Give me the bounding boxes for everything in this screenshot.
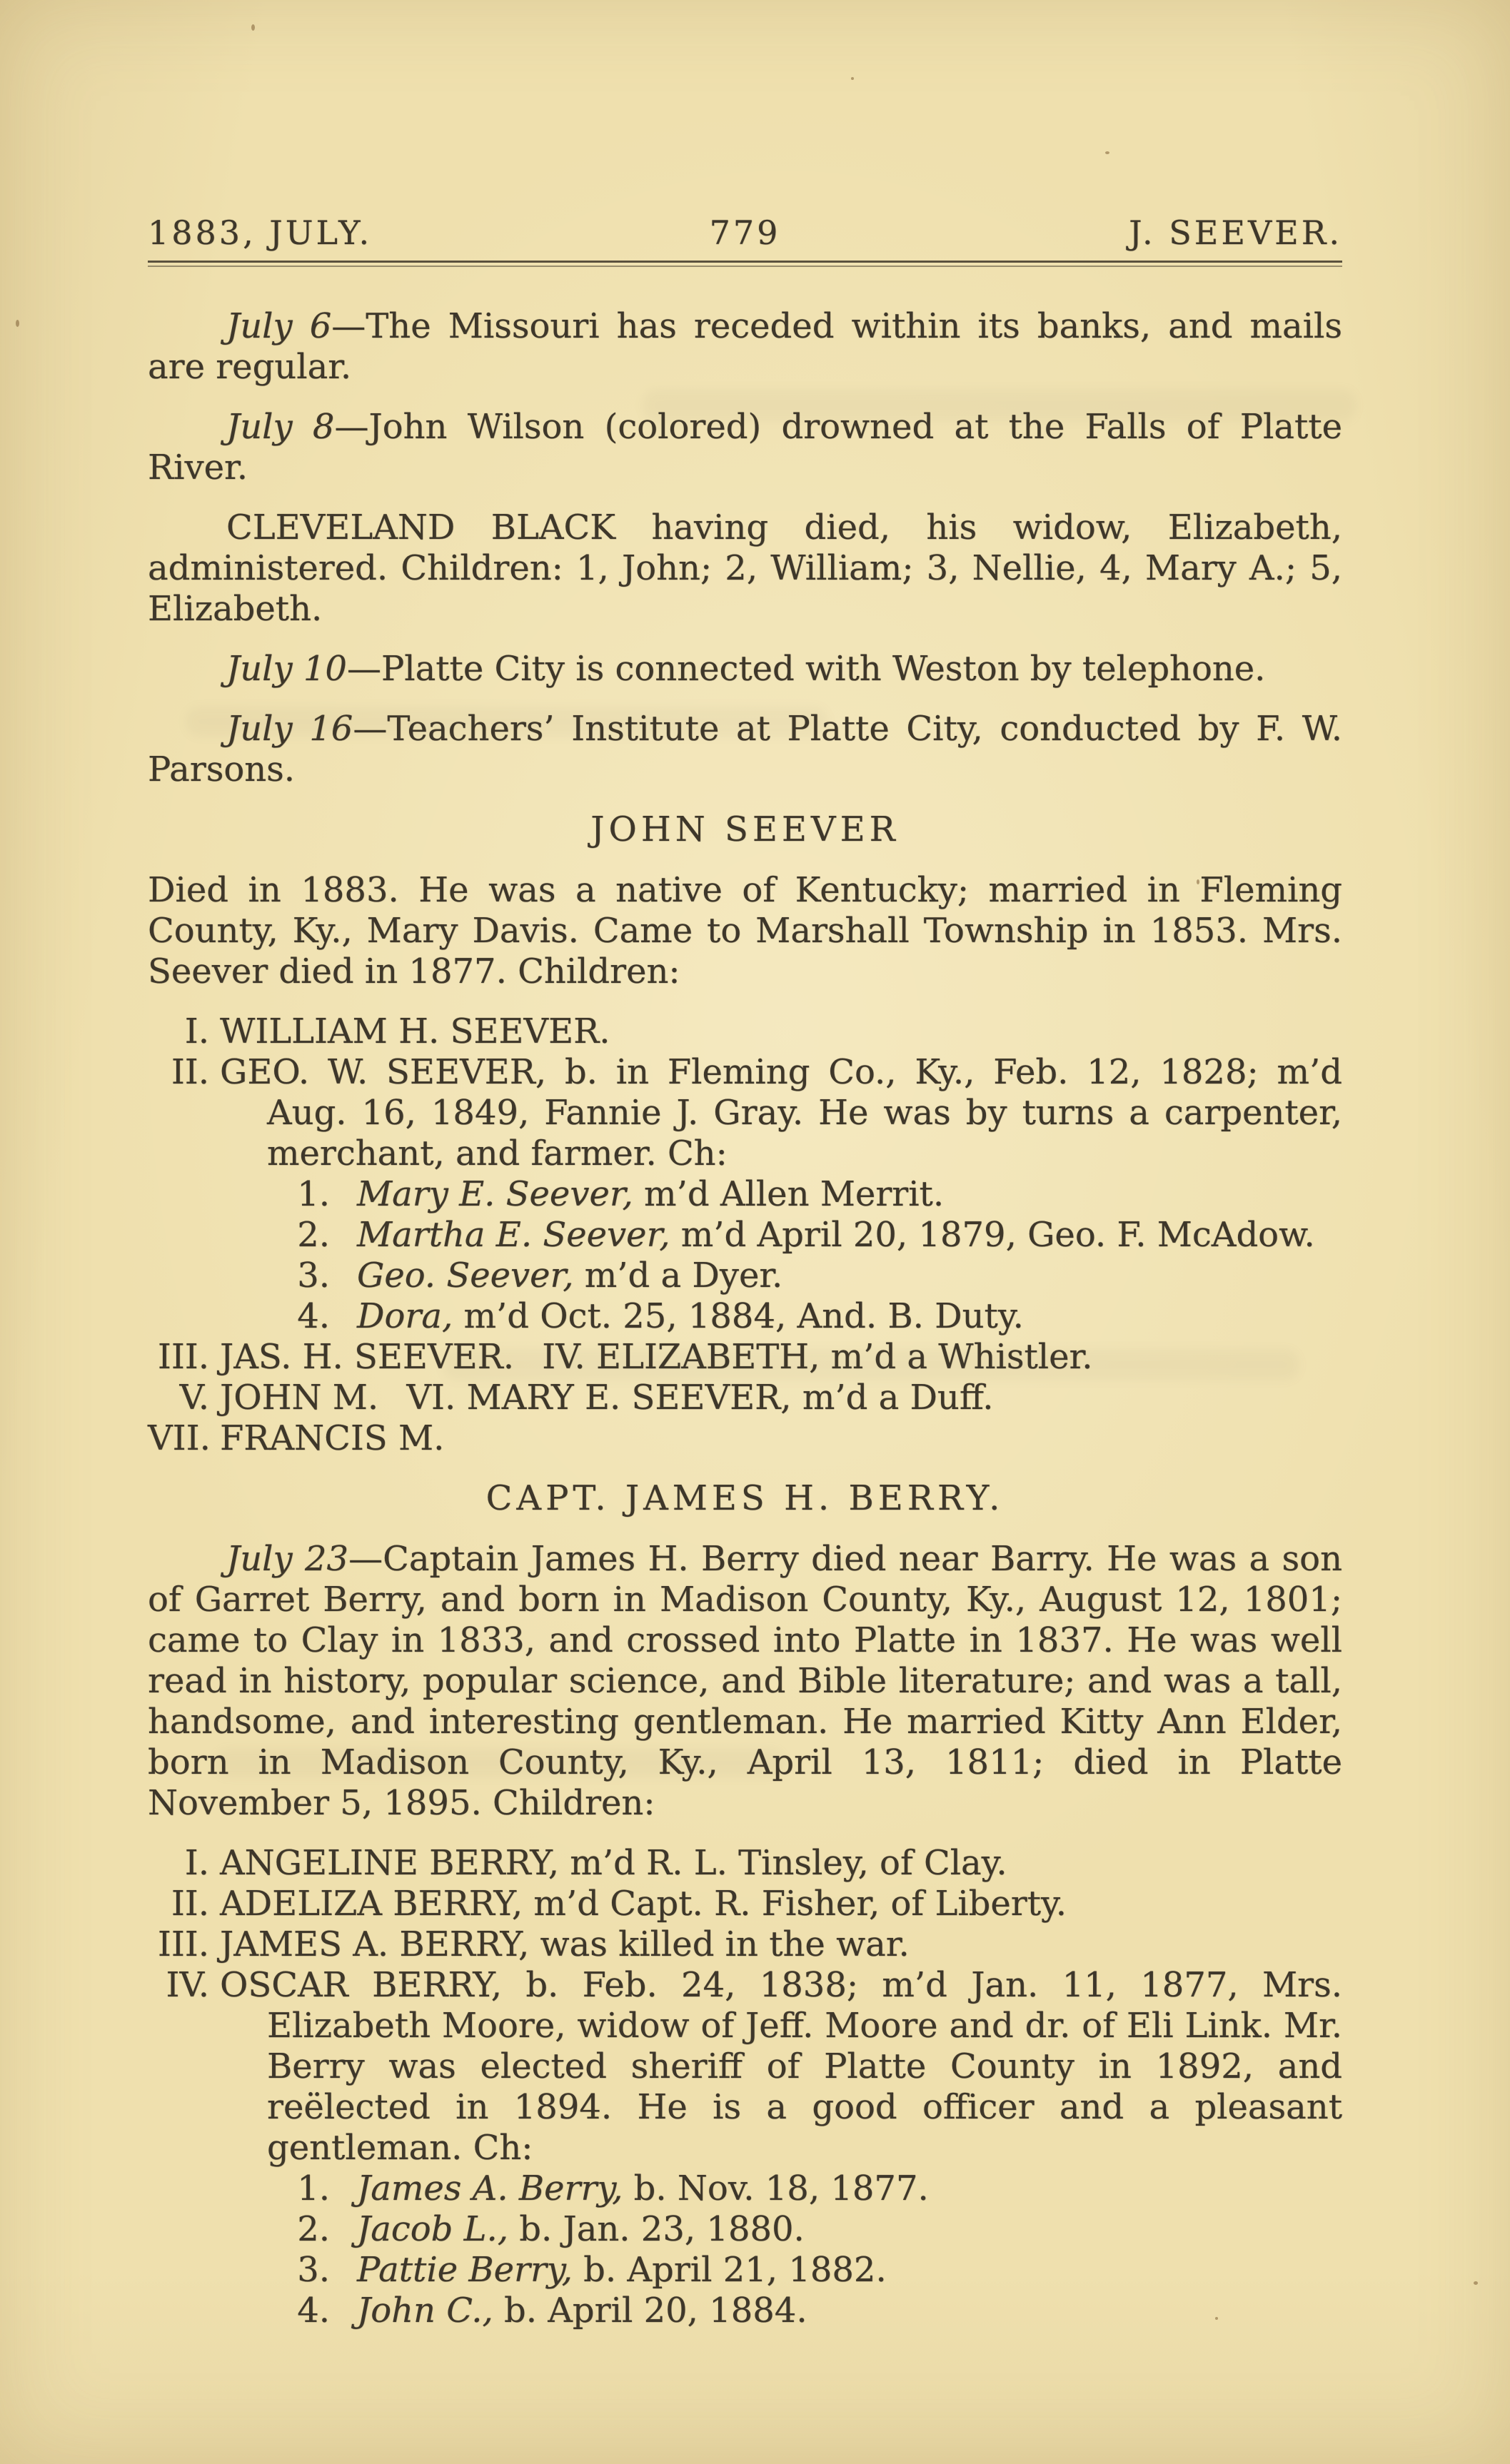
list-item	[148, 2291, 1342, 2331]
paper-speck	[251, 24, 255, 31]
roman-numeral: VII.	[148, 1418, 211, 1458]
child-detail: m’d Oct. 25, 1884, And. B. Duty.	[453, 1296, 1024, 1336]
child-entry-text: JOHN M. VI. MARY E. SEEVER, m’d a Duff.	[220, 1378, 994, 1418]
item-number: 1.	[297, 2168, 330, 2208]
list-item	[148, 1011, 1342, 1052]
roman-numeral: II.	[171, 1052, 209, 1092]
entry-text: —Captain James H. Berry died near Barry. He was a son of Garret Berry, and born in Madison County, Ky., August 12, 1801; came to Clay in 1833, and crossed into Platte in 1837. He was well read in history, popular science, and Bible literature; and was a tall, handsome, and interesting gentleman. He married Kitty Ann Elder, born in Madison County, Ky., April 13, 1811; died in Platte November 5, 1895. Children:	[148, 1539, 1342, 1823]
running-head	[148, 214, 1342, 251]
child-entry-text: FRANCIS M.	[220, 1418, 445, 1458]
seever-biography: Died in 1883. He was a native of Kentucky; married in Fleming County, Ky., Mary Davis. Came to Marshall Township in 1853. Mrs. Seever died in 1877. Children:	[148, 870, 1342, 991]
roman-numeral: III.	[157, 1337, 209, 1377]
child-detail: b. Nov. 18, 1877.	[623, 2168, 929, 2208]
page-content	[148, 214, 1342, 2351]
entry-text: —John Wilson (colored) drowned at the Falls of Platte River.	[148, 407, 1343, 488]
list-item	[148, 1924, 1342, 1965]
child-detail: b. April 21, 1882.	[572, 2250, 887, 2290]
paper-speck	[16, 320, 19, 327]
entry-date: July 23	[226, 1539, 349, 1579]
roman-numeral: II.	[171, 1884, 209, 1924]
child-name: Pattie Berry,	[357, 2250, 573, 2290]
roman-numeral: I.	[184, 1011, 209, 1051]
roman-numeral: III.	[157, 1924, 209, 1964]
paper-speck	[1105, 151, 1109, 154]
item-number: 2.	[297, 1215, 330, 1255]
berry-children-list	[148, 1843, 1342, 2331]
list-item	[148, 1337, 1342, 1378]
list-item	[148, 1965, 1342, 2168]
list-item	[148, 1843, 1342, 1884]
entry-date: July 16	[226, 709, 353, 749]
item-number: 4.	[297, 1296, 330, 1336]
item-number: 4.	[297, 2291, 330, 2331]
list-item	[148, 1256, 1342, 1296]
list-item	[148, 1418, 1342, 1459]
child-entry-text: JAS. H. SEEVER. IV. ELIZABETH, m’d a Whistler.	[220, 1337, 1093, 1377]
section-heading-john-seever: JOHN SEEVER	[590, 809, 900, 849]
estate-notice: CLEVELAND BLACK having died, his widow, Elizabeth, administered. Children: 1, John; 2, William; 3, Nellie, 4, Mary A.; 5, Elizabeth.	[148, 508, 1342, 629]
child-entry-text: JAMES A. BERRY, was killed in the war.	[220, 1924, 910, 1964]
roman-numeral: V.	[179, 1378, 209, 1418]
head-rule	[148, 261, 1342, 267]
item-number: 3.	[297, 2250, 330, 2290]
child-entry-text: OSCAR BERRY, b. Feb. 24, 1838; m’d Jan. 11, 1877, Mrs. Elizabeth Moore, widow of Jeff. Moore and dr. of Eli Link. Mr. Berry was elected sheriff of Platte County in 1892, and reëlected in 1894. He is a good officer and a pleasant gentleman. Ch:	[220, 1965, 1342, 2168]
seever-children-list	[148, 1011, 1342, 1459]
news-entry	[148, 709, 1342, 790]
list-item	[148, 2168, 1342, 2209]
child-name: Jacob L.,	[357, 2209, 509, 2249]
roman-numeral: I.	[184, 1843, 209, 1883]
news-entry	[148, 306, 1342, 388]
list-item	[148, 1296, 1342, 1337]
child-name: Martha E. Seever,	[357, 1215, 670, 1255]
entry-date: July 10	[226, 649, 347, 689]
running-head-title: J. SEEVER.	[1129, 213, 1343, 252]
geo-seever-children-list	[148, 1174, 1342, 1337]
paper-speck	[1474, 2281, 1478, 2285]
child-detail: m’d Allen Merrit.	[633, 1174, 945, 1214]
entry-text: —Teachers’ Institute at Platte City, conducted by F. W. Parsons.	[148, 709, 1342, 789]
child-name: Mary E. Seever,	[357, 1174, 633, 1214]
entry-text: —Platte City is connected with Weston by telephone.	[346, 649, 1266, 689]
oscar-berry-children-list	[148, 2168, 1342, 2331]
child-name: James A. Berry,	[357, 2168, 623, 2208]
child-entry-text: ADELIZA BERRY, m’d Capt. R. Fisher, of Liberty.	[220, 1884, 1067, 1924]
item-number: 3.	[297, 1256, 330, 1296]
berry-biography	[148, 1539, 1342, 1824]
item-number: 1.	[297, 1174, 330, 1214]
entry-date: July 8	[226, 407, 335, 447]
list-item	[148, 2209, 1342, 2250]
item-number: 2.	[297, 2209, 330, 2249]
news-entry	[148, 407, 1342, 488]
list-item	[148, 1052, 1342, 1174]
section-heading-james-berry: CAPT. JAMES H. BERRY.	[485, 1478, 1005, 1518]
list-item	[148, 1174, 1342, 1215]
list-item	[148, 2250, 1342, 2291]
child-entry-text: GEO. W. SEEVER, b. in Fleming Co., Ky., Feb. 12, 1828; m’d Aug. 16, 1849, Fannie J. Gray. He was by turns a carpenter, merchant, and farmer. Ch:	[220, 1052, 1342, 1173]
child-detail: m’d a Dyer.	[573, 1256, 783, 1296]
list-item	[148, 1884, 1342, 1924]
page-number: 779	[709, 213, 781, 252]
news-entry	[148, 649, 1342, 690]
roman-numeral: IV.	[166, 1965, 209, 2005]
child-entry-text: WILLIAM H. SEEVER.	[220, 1011, 610, 1051]
entry-text: —The Missouri has receded within its banks, and mails are regular.	[148, 306, 1343, 387]
child-entry-text: ANGELINE BERRY, m’d R. L. Tinsley, of Clay.	[220, 1843, 1007, 1883]
child-detail: b. April 20, 1884.	[493, 2291, 807, 2331]
entry-date: July 6	[226, 306, 332, 346]
list-item	[148, 1215, 1342, 1256]
child-name: Dora,	[357, 1296, 453, 1336]
child-name: John C.,	[357, 2291, 493, 2331]
paper-speck	[851, 77, 854, 80]
list-item	[148, 1378, 1342, 1418]
child-name: Geo. Seever,	[357, 1256, 574, 1296]
child-detail: b. Jan. 23, 1880.	[508, 2209, 805, 2249]
child-detail: m’d April 20, 1879, Geo. F. McAdow.	[670, 1215, 1315, 1255]
running-head-date: 1883, JULY.	[148, 213, 373, 252]
